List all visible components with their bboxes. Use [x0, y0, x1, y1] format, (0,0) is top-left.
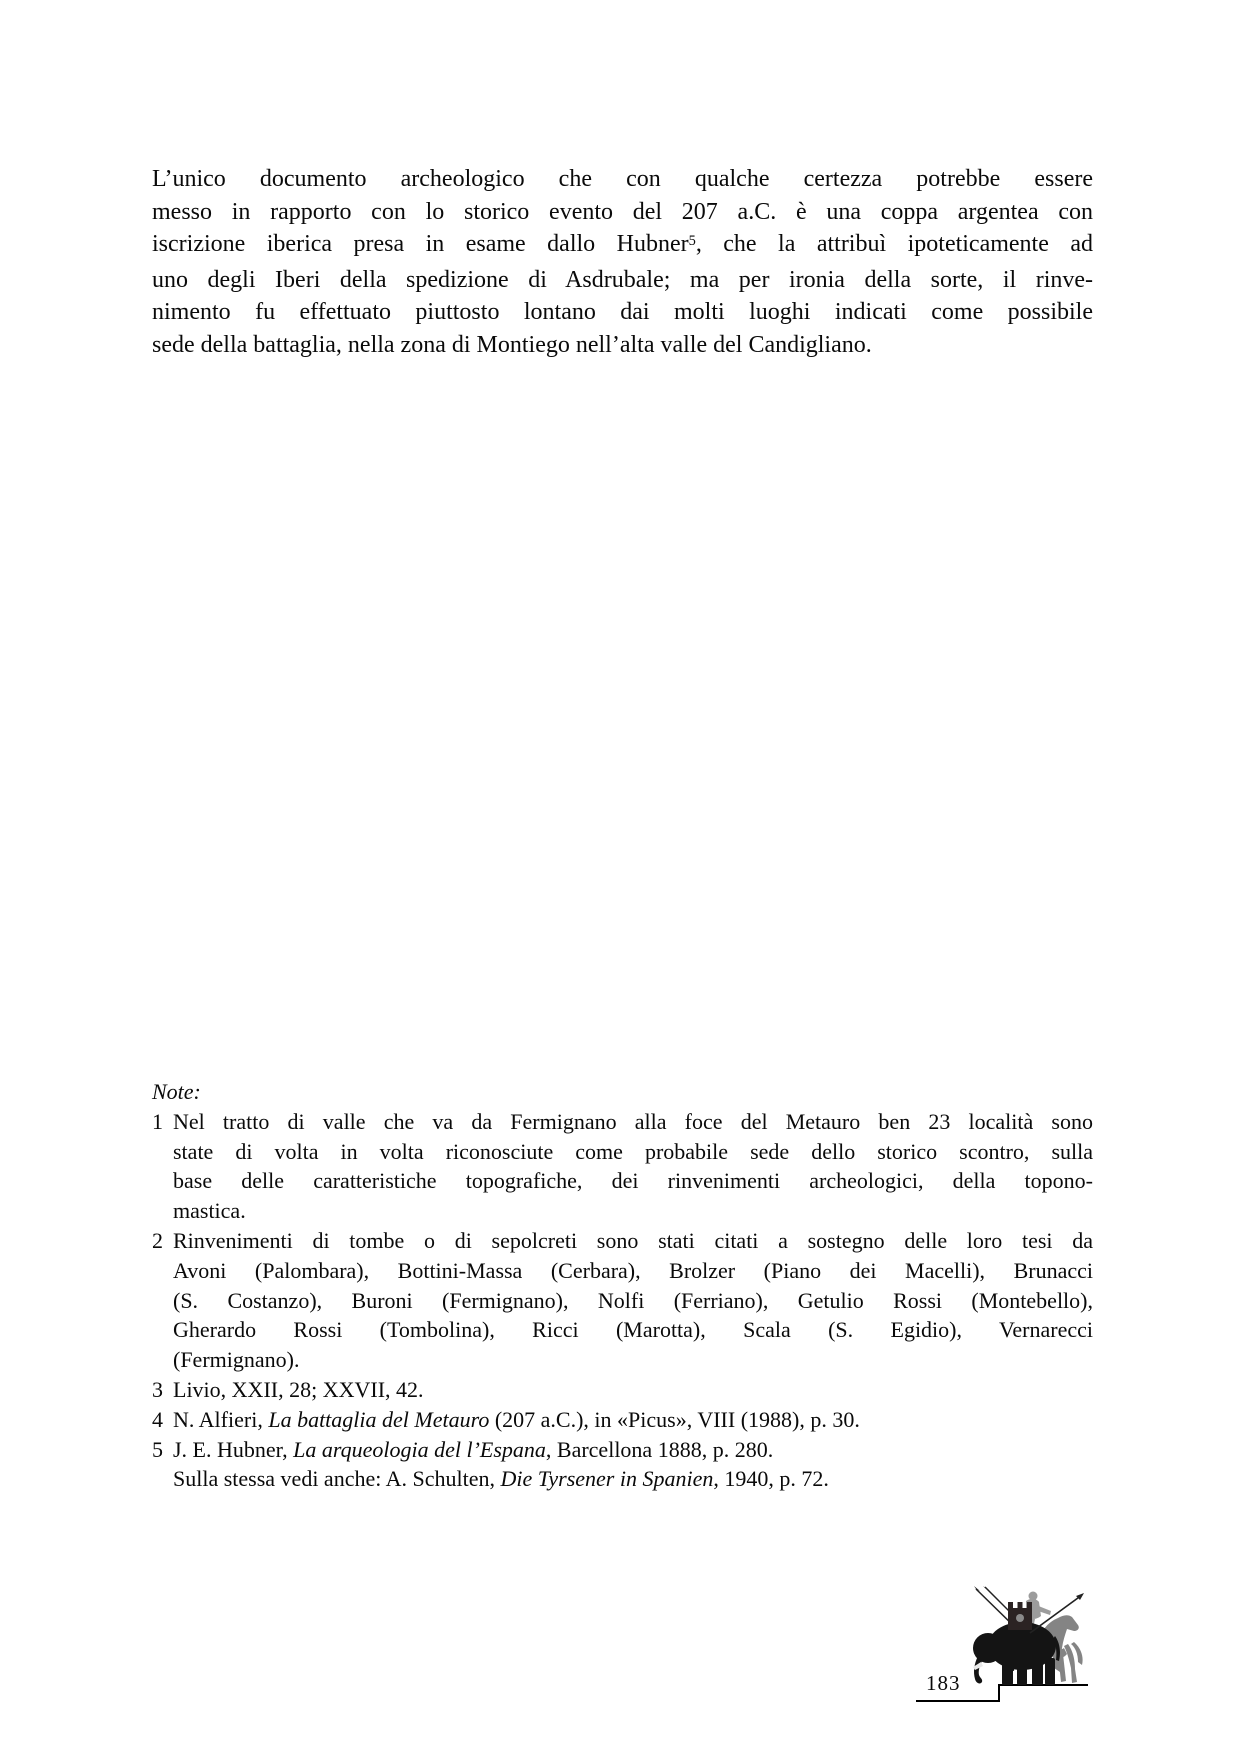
- italic-title: La arqueologia del l’Espana: [293, 1436, 546, 1462]
- note-item: [152, 1107, 1093, 1226]
- footer-step-rule-lower: [916, 1700, 1000, 1702]
- note-lines: [173, 1375, 1093, 1405]
- text-run: mastica.: [173, 1198, 246, 1224]
- text-line: [173, 1464, 1093, 1494]
- text-run: , che la attribuì ipoteticamente ad: [695, 231, 1093, 257]
- text-run: L’unico documento archeologico che con qualche certezza potrebbe essere: [152, 166, 1093, 192]
- text-line: [152, 296, 1093, 329]
- notes-heading: Note:: [152, 1079, 201, 1104]
- note-number: 4: [152, 1406, 163, 1432]
- text-run: N. Alfieri,: [173, 1406, 269, 1432]
- text-line: [173, 1137, 1093, 1167]
- text-line: [173, 1286, 1093, 1316]
- text-run: Avoni (Palombara), Bottini-Massa (Cerbara), Brolzer (Piano dei Macelli), Brunacci: [173, 1257, 1093, 1283]
- text-line: [173, 1435, 1093, 1465]
- notes-section: [152, 1077, 1093, 1494]
- text-run: state di volta in volta riconosciute come probabile sede dello storico scontro, sulla: [173, 1138, 1093, 1164]
- text-line: [152, 329, 1093, 362]
- note-item: [152, 1226, 1093, 1375]
- elephant-silhouette-icon: [973, 1622, 1060, 1685]
- italic-title: La battaglia del Metauro: [268, 1406, 490, 1432]
- note-lines: [173, 1107, 1093, 1226]
- text-line: [173, 1375, 1093, 1405]
- text-run: Rinvenimenti di tombe o di sepolcreti sono stati citati a sostegno delle loro tesi da: [173, 1227, 1093, 1253]
- text-line: [152, 264, 1093, 297]
- text-line: [152, 228, 1093, 264]
- text-line: [173, 1256, 1093, 1286]
- text-run: J. E. Hubner,: [173, 1436, 294, 1462]
- text-run: Nel tratto di valle che va da Fermignano alla foce del Metauro ben 23 località sono: [173, 1108, 1093, 1134]
- text-line: [173, 1345, 1093, 1375]
- howdah-emblem-icon: [1016, 1614, 1024, 1622]
- note-item: [152, 1405, 1093, 1435]
- text-run: Gherardo Rossi (Tombolina), Ricci (Marotta), Scala (S. Egidio), Vernarecci: [173, 1317, 1093, 1343]
- text-line: [173, 1166, 1093, 1196]
- notes-list: [152, 1107, 1093, 1494]
- note-lines: [173, 1226, 1093, 1375]
- text-run: , 1940, p. 72.: [713, 1466, 829, 1492]
- note-lines: [173, 1405, 1093, 1435]
- text-run: , Barcellona 1888, p. 280.: [545, 1436, 774, 1462]
- page-number: 183: [926, 1671, 961, 1695]
- superscript-footnote-ref: 5: [688, 232, 696, 249]
- text-run: messo in rapporto con lo storico evento del 207 a.C. è una coppa argentea con: [152, 198, 1093, 225]
- text-run: base delle caratteristiche topografiche, dei rinvenimenti archeologici, della topono-: [173, 1168, 1093, 1194]
- note-number: 2: [152, 1227, 163, 1253]
- text-line: [173, 1405, 1093, 1435]
- body-paragraph: [152, 163, 1093, 361]
- text-run: uno degli Iberi della spedizione di Asdrubale; ma per ironia della sorte, il rinve-: [152, 266, 1093, 293]
- note-item: [152, 1375, 1093, 1405]
- text-run: (207 a.C.), in «Picus», VIII (1988), p. 30.: [489, 1406, 860, 1432]
- text-run: Sulla stessa vedi anche: A. Schulten,: [173, 1466, 501, 1492]
- text-line: [173, 1196, 1093, 1226]
- text-line: [173, 1226, 1093, 1256]
- footer-step-rule-riser: [998, 1684, 1000, 1702]
- italic-title: Die Tyrsener in Spanien: [500, 1466, 714, 1492]
- note-item: [152, 1435, 1093, 1495]
- text-line: [152, 196, 1093, 229]
- text-run: (S. Costanzo), Buroni (Fermignano), Nolfi (Ferriano), Getulio Rossi (Montebello),: [173, 1287, 1093, 1313]
- text-run: Livio, XXII, 28; XXVII, 42.: [173, 1376, 424, 1402]
- text-run: iscrizione iberica presa in esame dallo Hubner: [152, 231, 689, 257]
- howdah-tower-icon: [1008, 1602, 1032, 1630]
- text-line: [173, 1315, 1093, 1345]
- note-number: 5: [152, 1436, 163, 1462]
- elephant-horseman-illustration: [970, 1586, 1092, 1686]
- note-number: 3: [152, 1376, 163, 1402]
- text-run: (Fermignano).: [173, 1347, 300, 1373]
- text-run: sede della battaglia, nella zona di Montiego nell’alta valle del Candigliano.: [152, 331, 872, 358]
- text-run: nimento fu effettuato piuttosto lontano dai molti luoghi indicati come possibile: [152, 299, 1093, 325]
- note-lines: [173, 1435, 1093, 1495]
- text-line: [152, 163, 1093, 196]
- note-number: 1: [152, 1108, 163, 1134]
- text-line: [173, 1107, 1093, 1137]
